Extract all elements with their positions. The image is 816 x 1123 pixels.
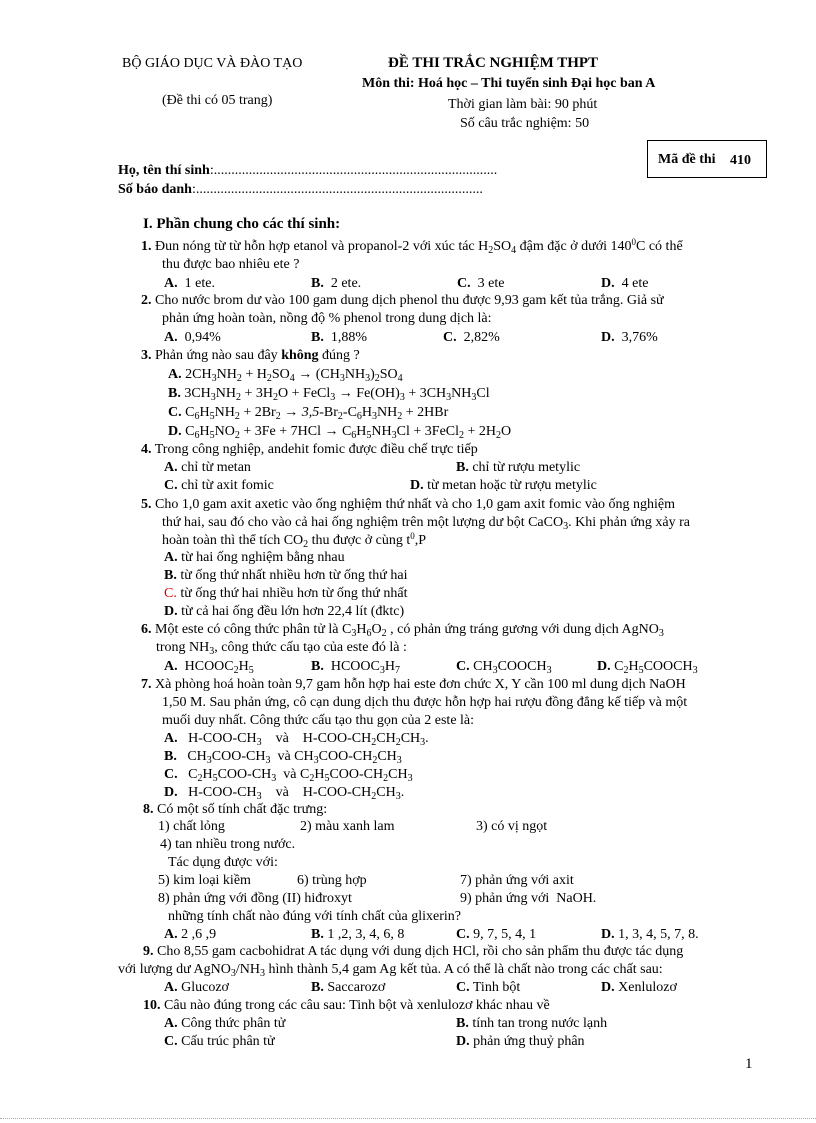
q4-option-b[interactable]: B. chỉ từ rượu metylic bbox=[456, 460, 581, 475]
q7-option-c[interactable]: C. $C_2H_5COO-CH_3$ và $C_2H_5COO-CH_2CH_3$ bbox=[164, 767, 413, 784]
q1-option-b[interactable]: B. 2 ete. bbox=[311, 276, 362, 291]
question-8: 8. Có một số tính chất đặc trưng: bbox=[143, 802, 328, 817]
q2-option-d[interactable]: D. 3,76% bbox=[601, 330, 658, 345]
page-number: 1 bbox=[745, 1056, 753, 1072]
q6-option-c[interactable]: C. $CH_3COOCH_3$ bbox=[456, 659, 552, 676]
section-title: I. Phần chung cho các thí sinh: bbox=[143, 216, 341, 232]
exam-code-value: 410 bbox=[730, 153, 751, 168]
q1-option-d[interactable]: D. 4 ete bbox=[601, 276, 649, 291]
q5-option-c[interactable]: C. từ ống thứ hai nhiều hơn từ ống thứ nhất bbox=[164, 586, 408, 601]
q7-option-b[interactable]: B. $CH_3COO-CH_3$ và $CH_3COO-CH_2CH_3$ bbox=[164, 749, 402, 766]
q8-option-b[interactable]: B. 1 ,2, 3, 4, 6, 8 bbox=[311, 927, 405, 942]
q9-option-b[interactable]: B. Saccarozơ bbox=[311, 980, 386, 995]
q9-option-c[interactable]: C. Tinh bột bbox=[456, 980, 521, 995]
candidate-id-line: Số báo danh:.................................................................................. bbox=[118, 182, 483, 197]
question-2: 2. Cho nước brom dư vào 100 gam dung dịch phenol thu được 9,93 gam kết tủa trắng. Giả sử bbox=[141, 293, 664, 308]
q8-option-c[interactable]: C. 9, 7, 5, 4, 1 bbox=[456, 927, 537, 942]
question-6: 6. Một este có công thức phân tử là $C_3H_6O_2$ , có phản ứng tráng gương với dung dịch AgNO$_3$ bbox=[141, 622, 664, 639]
q4-option-c[interactable]: C. chỉ từ axit fomic bbox=[164, 478, 274, 493]
question-count: Số câu trắc nghiệm: 50 bbox=[460, 116, 590, 131]
question-3: 3. Phản ứng nào sau đây không đúng ? bbox=[141, 348, 360, 363]
q5-option-b[interactable]: B. từ ống thứ nhất nhiều hơn từ ống thứ hai bbox=[164, 568, 408, 583]
question-9: 9. Cho 8,55 gam cacbohidrat A tác dụng với dung dịch HCl, rồi cho sản phẩm thu được tác dụng bbox=[143, 944, 684, 959]
ministry-name: BỘ GIÁO DỤC VÀ ĐÀO TẠO bbox=[122, 56, 303, 71]
question-7: 7. Xà phòng hoá hoàn toàn 9,7 gam hỗn hợp hai este đơn chức X, Y cần 100 ml dung dịch NaOH bbox=[141, 677, 686, 692]
page-bottom-border bbox=[0, 1118, 816, 1119]
q4-option-a[interactable]: A. chỉ từ metan bbox=[164, 460, 251, 475]
q6-option-a[interactable]: A. $HCOOC_2H_5$ bbox=[164, 659, 254, 676]
question-5: 5. Cho 1,0 gam axit axetic vào ống nghiệm thứ nhất và cho 1,0 gam axit fomic vào ống nghiệm bbox=[141, 497, 676, 512]
candidate-name-line: Họ, tên thí sinh:................................................................................. bbox=[118, 163, 498, 178]
q3-option-b[interactable]: B. $3CH_3NH_2 + 3H_2O$ + FeCl$_3$ → $Fe(OH)_3 + 3CH_3NH_3Cl$ bbox=[168, 386, 490, 403]
q10-option-b[interactable]: B. tính tan trong nước lạnh bbox=[456, 1016, 608, 1031]
q7-option-a[interactable]: A. $H-COO-CH_3$ và $H-COO-CH_2CH_2CH_3$. bbox=[164, 731, 429, 748]
q5-option-a[interactable]: A. từ hai ống nghiệm bằng nhau bbox=[164, 550, 345, 565]
q2-option-a[interactable]: A. 0,94% bbox=[164, 330, 221, 345]
q4-option-d[interactable]: D. từ metan hoặc từ rượu metylic bbox=[410, 478, 597, 493]
question-4: 4. Trong công nghiệp, andehit fomic được điều chế trực tiếp bbox=[141, 442, 478, 457]
q6-option-d[interactable]: D. $C_2H_5COOCH_3$ bbox=[597, 659, 698, 676]
q7-option-d[interactable]: D. $H-COO-CH_3$ và $H-COO-CH_2CH_3$. bbox=[164, 785, 405, 802]
q9-option-a[interactable]: A. Glucozơ bbox=[164, 980, 229, 995]
q5-option-d[interactable]: D. từ cả hai ống đều lớn hơn 22,4 lít (đktc) bbox=[164, 604, 405, 619]
exam-duration: Thời gian làm bài: 90 phút bbox=[448, 97, 598, 112]
exam-code-box bbox=[647, 140, 767, 178]
q10-option-a[interactable]: A. Công thức phân tử bbox=[164, 1016, 286, 1031]
q10-option-c[interactable]: C. Cấu trúc phân tử bbox=[164, 1034, 275, 1049]
question-1: 1. Đun nóng từ từ hỗn hợp etanol và propanol-2 với xúc tác $H_2SO_4$ đậm đặc ở dưới $140^0C$ có thể bbox=[141, 237, 683, 256]
q6-option-b[interactable]: B. $HCOOC_3H_7$ bbox=[311, 659, 400, 676]
q3-option-c[interactable]: C. $C_6H_5NH_2 + 2Br_2 \to 3,5-Br_2-C_6H_3NH_2 + 2HBr$ bbox=[168, 405, 449, 422]
exam-code-label: Mã đề thi bbox=[658, 152, 716, 167]
exam-subject: Môn thi: Hoá học – Thi tuyển sinh Đại học ban A bbox=[362, 76, 656, 91]
q3-option-d[interactable]: D. $C_6H_5NO_2 + 3Fe + 7HCl \to C_6H_5NH_3Cl$ + 3FeCl$_2$ + $2H_2O$ bbox=[168, 424, 512, 441]
q8-option-a[interactable]: A. 2 ,6 ,9 bbox=[164, 927, 217, 942]
question-10: 10. Câu nào đúng trong các câu sau: Tinh bột và xenlulozơ khác nhau về bbox=[143, 998, 550, 1013]
exam-title: ĐỀ THI TRẮC NGHIỆM THPT bbox=[388, 55, 599, 71]
q10-option-d[interactable]: D. phản ứng thuỷ phân bbox=[456, 1034, 585, 1049]
q1-option-a[interactable]: A. 1 ete. bbox=[164, 276, 215, 291]
q9-option-d[interactable]: D. Xenlulozơ bbox=[601, 980, 677, 995]
q2-option-b[interactable]: B. 1,88% bbox=[311, 330, 368, 345]
q2-option-c[interactable]: C. 2,82% bbox=[443, 330, 500, 345]
q3-option-a[interactable]: A. $2CH_3NH_2 + H_2SO_4 \to (CH_3NH_3)_2SO_4$ bbox=[168, 367, 403, 384]
pages-note: (Đề thi có 05 trang) bbox=[162, 93, 273, 108]
q8-option-d[interactable]: D. 1, 3, 4, 5, 7, 8. bbox=[601, 927, 699, 942]
q1-option-c[interactable]: C. 3 ete bbox=[457, 276, 505, 291]
